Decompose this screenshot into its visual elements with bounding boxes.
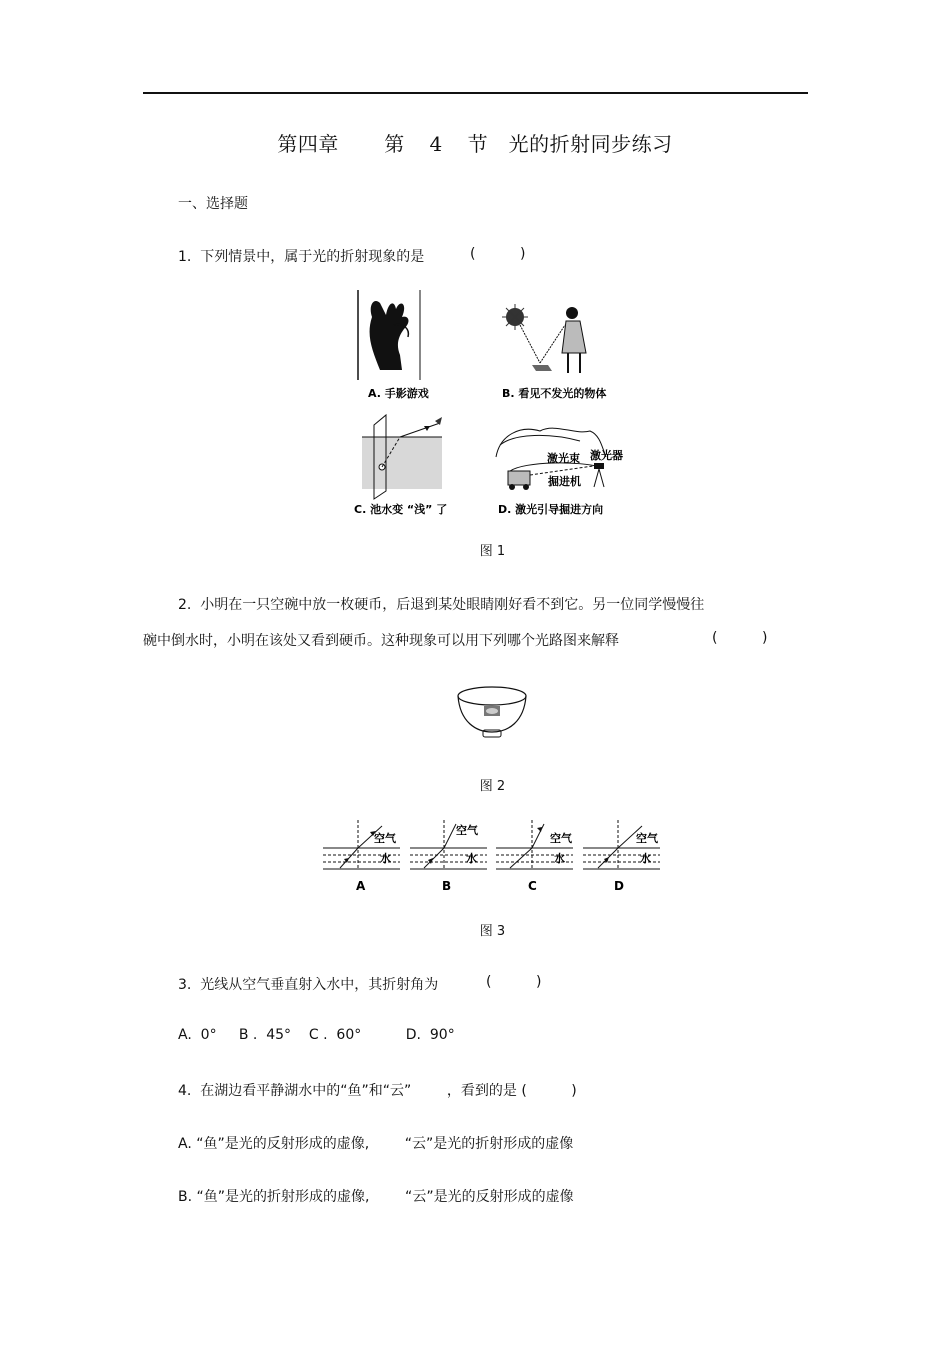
air-label: 空气 (374, 832, 396, 845)
figure-1 (350, 285, 650, 520)
q1-stem: 1. 下列情景中，属于光的折射现象的是 (178, 249, 425, 265)
q4-stem: 4. 在湖边看平静湖水中的“鱼”和“云” ，看到的是 ( ) (178, 1083, 577, 1099)
girl-seeing-object-picture (502, 304, 586, 373)
q3-answer-paren: ( ) (486, 974, 542, 990)
figure-3-label: 图 3 (479, 924, 506, 939)
refraction-diagram-b[interactable] (410, 820, 487, 893)
diagram-letter-c: C (528, 879, 537, 893)
fig1-machine-label: 掘进机 (548, 475, 581, 488)
q1-answer-paren: ( ) (470, 246, 526, 262)
diagram-letter-b: B (442, 879, 452, 893)
q4-option-a: A. “鱼”是光的反射形成的虚像, “云”是光的折射形成的虚像 (178, 1136, 574, 1152)
fig1-laser-label: 激光器 (590, 449, 623, 462)
fig1-caption-c: C. 池水变 “浅” 了 (354, 503, 448, 516)
air-label: 空气 (456, 824, 478, 837)
diagram-letter-d: D (614, 879, 624, 893)
refraction-diagram-a[interactable] (323, 820, 400, 893)
air-label: 空气 (550, 832, 572, 845)
figure-3-refraction-diagrams (320, 818, 665, 898)
top-rule (143, 92, 808, 94)
page-title: 第四章 第 4 节 光的折射同步练习 (277, 132, 673, 156)
q3-stem: 3. 光线从空气垂直射入水中，其折射角为 (178, 977, 439, 993)
q4-option-b: B. “鱼”是光的折射形成的虚像, “云”是光的反射形成的虚像 (178, 1189, 574, 1205)
section-heading: 一、选择题 (178, 196, 248, 212)
fig1-caption-d: D. 激光引导掘进方向 (498, 503, 604, 516)
fig1-laser-beam-label: 激光束 (547, 452, 580, 465)
figure-1-label: 图 1 (479, 544, 506, 559)
pool-shallow-picture (362, 415, 442, 499)
q3-options: A. 0° B . 45° C . 60° D. 90° (178, 1027, 455, 1043)
air-label: 空气 (636, 832, 658, 845)
diagram-letter-a: A (356, 879, 366, 893)
water-label: 水 (466, 852, 477, 865)
fig1-caption-b: B. 看见不发光的物体 (502, 387, 607, 400)
laser-tunnel-picture (496, 428, 623, 490)
refraction-diagram-d[interactable] (583, 820, 660, 893)
fig1-caption-a: A. 手影游戏 (368, 387, 429, 400)
water-label: 水 (640, 852, 651, 865)
water-label: 水 (554, 852, 565, 865)
bowl-with-coin-figure (452, 680, 532, 742)
q2-answer-paren: ( ) (712, 630, 768, 646)
q2-line1: 2. 小明在一只空碗中放一枚硬币，后退到某处眼睛刚好看不到它。另一位同学慢慢往 (178, 597, 705, 613)
q2-line2: 碗中倒水时，小明在该处又看到硬币。这种现象可以用下列哪个光路图来解释 (143, 633, 619, 649)
water-label: 水 (380, 852, 391, 865)
hand-shadow-picture (358, 290, 420, 380)
refraction-diagram-c[interactable] (496, 820, 573, 893)
figure-2-label: 图 2 (479, 779, 506, 794)
